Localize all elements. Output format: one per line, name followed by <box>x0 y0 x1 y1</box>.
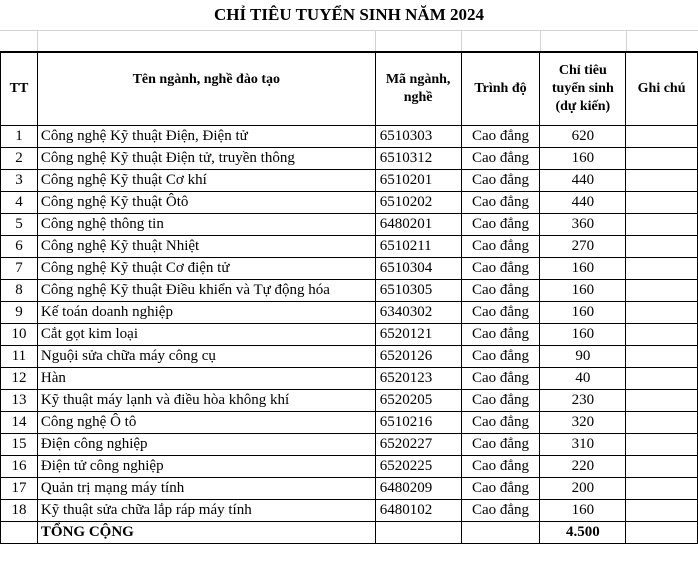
row-note <box>626 280 698 302</box>
total-level <box>461 522 540 544</box>
gridline <box>540 31 541 51</box>
row-note <box>626 170 698 192</box>
row-name: Điện công nghiệp <box>37 434 375 456</box>
table-row <box>1 478 698 500</box>
gridline <box>37 31 38 51</box>
row-code: 6510201 <box>375 170 461 192</box>
header-level: Trình độ <box>461 53 540 126</box>
row-tt: 13 <box>1 390 38 412</box>
row-note <box>626 456 698 478</box>
admissions-table <box>0 52 698 544</box>
row-name: Kỹ thuật sửa chữa lắp ráp máy tính <box>37 500 375 522</box>
row-level: Cao đẳng <box>461 324 540 346</box>
table-row <box>1 192 698 214</box>
row-code: 6520121 <box>375 324 461 346</box>
row-code: 6510211 <box>375 236 461 258</box>
row-level: Cao đẳng <box>461 302 540 324</box>
row-note <box>626 412 698 434</box>
row-tt: 11 <box>1 346 38 368</box>
row-level: Cao đẳng <box>461 192 540 214</box>
row-quota: 270 <box>540 236 626 258</box>
table-row <box>1 324 698 346</box>
table-row <box>1 500 698 522</box>
row-note <box>626 478 698 500</box>
row-note <box>626 214 698 236</box>
row-name: Kỹ thuật máy lạnh và điều hòa không khí <box>37 390 375 412</box>
row-name: Công nghệ Kỹ thuật Nhiệt <box>37 236 375 258</box>
row-tt: 18 <box>1 500 38 522</box>
row-quota: 620 <box>540 126 626 148</box>
row-quota: 160 <box>540 148 626 170</box>
row-note <box>626 258 698 280</box>
row-note <box>626 324 698 346</box>
row-level: Cao đẳng <box>461 478 540 500</box>
row-quota: 440 <box>540 170 626 192</box>
row-level: Cao đẳng <box>461 214 540 236</box>
row-level: Cao đẳng <box>461 390 540 412</box>
header-quota: Chỉ tiêu tuyển sinh (dự kiến) <box>540 53 626 126</box>
total-note <box>626 522 698 544</box>
row-name: Công nghệ thông tin <box>37 214 375 236</box>
table-row <box>1 148 698 170</box>
row-tt: 8 <box>1 280 38 302</box>
row-code: 6520123 <box>375 368 461 390</box>
row-quota: 40 <box>540 368 626 390</box>
row-name: Công nghệ Kỹ thuật Điện, Điện tử <box>37 126 375 148</box>
row-quota: 160 <box>540 258 626 280</box>
row-code: 6510304 <box>375 258 461 280</box>
row-quota: 160 <box>540 280 626 302</box>
table-row <box>1 170 698 192</box>
row-tt: 15 <box>1 434 38 456</box>
gridline <box>461 31 462 51</box>
row-name: Công nghệ Kỹ thuật Điện tử, truyền thông <box>37 148 375 170</box>
row-tt: 3 <box>1 170 38 192</box>
row-level: Cao đẳng <box>461 126 540 148</box>
row-quota: 230 <box>540 390 626 412</box>
row-name: Công nghệ Kỹ thuật Ôtô <box>37 192 375 214</box>
row-tt: 5 <box>1 214 38 236</box>
row-note <box>626 390 698 412</box>
row-quota: 310 <box>540 434 626 456</box>
row-level: Cao đẳng <box>461 236 540 258</box>
row-level: Cao đẳng <box>461 148 540 170</box>
row-name: Công nghệ Kỹ thuật Cơ khí <box>37 170 375 192</box>
table-row <box>1 258 698 280</box>
row-level: Cao đẳng <box>461 500 540 522</box>
row-code: 6340302 <box>375 302 461 324</box>
row-tt: 2 <box>1 148 38 170</box>
row-name: Công nghệ Kỹ thuật Điều khiển và Tự động hóa <box>37 280 375 302</box>
row-note <box>626 192 698 214</box>
table-row <box>1 214 698 236</box>
table-row <box>1 346 698 368</box>
row-quota: 160 <box>540 324 626 346</box>
row-note <box>626 302 698 324</box>
row-tt: 9 <box>1 302 38 324</box>
header-tt: TT <box>1 53 38 126</box>
row-level: Cao đẳng <box>461 280 540 302</box>
row-code: 6520225 <box>375 456 461 478</box>
row-note <box>626 236 698 258</box>
row-code: 6480209 <box>375 478 461 500</box>
empty-spreadsheet-row <box>0 30 698 52</box>
row-level: Cao đẳng <box>461 434 540 456</box>
row-level: Cao đẳng <box>461 170 540 192</box>
row-quota: 160 <box>540 302 626 324</box>
table-row <box>1 302 698 324</box>
row-quota: 320 <box>540 412 626 434</box>
row-note <box>626 434 698 456</box>
row-tt: 14 <box>1 412 38 434</box>
row-tt: 6 <box>1 236 38 258</box>
table-row <box>1 456 698 478</box>
header-note: Ghi chú <box>626 53 698 126</box>
row-note <box>626 368 698 390</box>
row-level: Cao đẳng <box>461 346 540 368</box>
row-code: 6510312 <box>375 148 461 170</box>
row-quota: 90 <box>540 346 626 368</box>
total-tt <box>1 522 38 544</box>
row-name: Công nghệ Ô tô <box>37 412 375 434</box>
row-level: Cao đẳng <box>461 412 540 434</box>
row-quota: 360 <box>540 214 626 236</box>
row-note <box>626 148 698 170</box>
table-row <box>1 390 698 412</box>
row-code: 6510303 <box>375 126 461 148</box>
row-quota: 220 <box>540 456 626 478</box>
row-name: Kế toán doanh nghiệp <box>37 302 375 324</box>
row-name: Công nghệ Kỹ thuật Cơ điện tử <box>37 258 375 280</box>
gridline <box>375 31 376 51</box>
row-tt: 16 <box>1 456 38 478</box>
row-name: Nguội sửa chữa máy công cụ <box>37 346 375 368</box>
header-name: Tên ngành, nghề đào tạo <box>37 53 375 126</box>
row-note <box>626 346 698 368</box>
row-tt: 12 <box>1 368 38 390</box>
header-code: Mã ngành, nghề <box>375 53 461 126</box>
row-quota: 160 <box>540 500 626 522</box>
row-tt: 10 <box>1 324 38 346</box>
table-row <box>1 368 698 390</box>
table-header-row <box>1 53 698 126</box>
row-code: 6510202 <box>375 192 461 214</box>
row-code: 6520227 <box>375 434 461 456</box>
row-code: 6510216 <box>375 412 461 434</box>
row-note <box>626 500 698 522</box>
row-code: 6520205 <box>375 390 461 412</box>
row-note <box>626 126 698 148</box>
table-row <box>1 126 698 148</box>
total-quota: 4.500 <box>540 522 626 544</box>
row-code: 6480102 <box>375 500 461 522</box>
table-row <box>1 412 698 434</box>
gridline <box>626 31 627 51</box>
row-level: Cao đẳng <box>461 368 540 390</box>
row-code: 6480201 <box>375 214 461 236</box>
total-label: TỔNG CỘNG <box>37 522 375 544</box>
row-level: Cao đẳng <box>461 258 540 280</box>
table-row <box>1 236 698 258</box>
table-row <box>1 434 698 456</box>
row-name: Điện tử công nghiệp <box>37 456 375 478</box>
sheet-title: CHỈ TIÊU TUYỂN SINH NĂM 2024 <box>214 5 484 24</box>
row-name: Quản trị mạng máy tính <box>37 478 375 500</box>
row-level: Cao đẳng <box>461 456 540 478</box>
total-code <box>375 522 461 544</box>
row-code: 6510305 <box>375 280 461 302</box>
row-name: Hàn <box>37 368 375 390</box>
row-tt: 4 <box>1 192 38 214</box>
row-code: 6520126 <box>375 346 461 368</box>
row-quota: 200 <box>540 478 626 500</box>
row-quota: 440 <box>540 192 626 214</box>
table-row <box>1 280 698 302</box>
row-tt: 7 <box>1 258 38 280</box>
total-row <box>1 522 698 544</box>
row-tt: 1 <box>1 126 38 148</box>
row-name: Cắt gọt kim loại <box>37 324 375 346</box>
row-tt: 17 <box>1 478 38 500</box>
